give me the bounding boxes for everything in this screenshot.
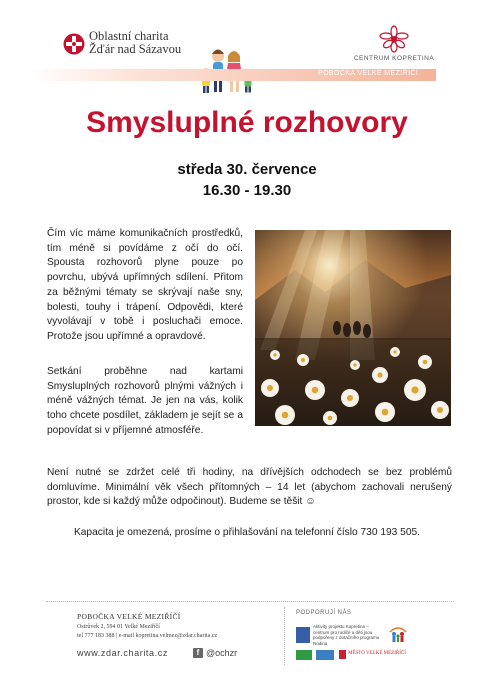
city-crest-icon	[339, 650, 346, 659]
vysocina-logo	[316, 650, 334, 660]
capacity-note: Kapacita je omezená, prosíme o přihlašování na telefonní číslo 730 193 505.	[73, 527, 421, 538]
facebook-icon: f	[193, 648, 203, 658]
footer-divider	[46, 601, 454, 602]
website-link[interactable]: www.zdar.charita.cz	[77, 648, 168, 658]
support-text: Aktivity projektu Kopretina – centrum pro rodiče a děti jsou podpořeny z dotačního programu Rodina	[313, 624, 380, 646]
facebook-link[interactable]: @ochzr	[206, 648, 238, 658]
footer-separator	[284, 607, 285, 665]
ministry-logo	[296, 627, 310, 643]
intro-paragraph: Čím víc máme komunikačních prostředků, tím méně si povídáme z očí do očí. Spousta rozhovorů plyne pouze po povrchu, ubývá upřímných sdílení. Přitom za běžnými tématy se skrývají naše sny, bolesti, touhy i trápení. Odpovědi, které vyvolávají v tobě i posluchači emoce. Protože jsou upřímné a opravdové.	[47, 228, 243, 342]
charita-cross-logo	[63, 33, 85, 55]
org-name-line1: Oblastní charita	[89, 29, 169, 43]
city-sponsor-name: MĚSTO VELKÉ MEZIŘÍČÍ	[348, 651, 406, 656]
event-date: středa 30. července	[177, 161, 317, 178]
footer-contact: tel 777 183 388 | e-mail kopretina.velmez@zdar.charita.cz	[77, 633, 218, 639]
centrum-name: CENTRUM KOPRETINA	[353, 55, 435, 62]
org-name-line2: Žďár nad Sázavou	[89, 42, 182, 56]
region-logo	[296, 650, 312, 660]
meeting-paragraph: Setkání proběhne nad kartami Smysluplných rozhovorů plnými vážných i méně vážných témat. Je jen na vás, kolik toho chcete posdílet, základem je sejít se a popovídat si v příjemné atmosféře.	[47, 366, 243, 436]
footer-address: Ostrůvek 2, 594 01 Velké Meziříčí	[77, 624, 160, 630]
attendance-paragraph: Není nutné se zdržet celé tři hodiny, na dřívějších odchodech se bez problémů domluvíme. Minimální věk všech přítomných – 14 let (abychom zachovali nerušený prostor, kde si každý může odpočinout). Budeme se těšit ☺	[47, 467, 452, 508]
support-label: PODPORUJÍ NÁS	[296, 610, 352, 616]
footer-branch: POBOČKA VELKÉ MEZIŘÍČÍ	[77, 612, 181, 621]
daisy-field-image	[255, 230, 451, 426]
family-program-logo	[387, 622, 409, 644]
event-title: Smysluplné rozhovory	[86, 106, 408, 139]
event-time: 16.30 - 19.30	[202, 182, 292, 199]
daisy-logo	[372, 24, 416, 54]
branch-label: POBOČKA VELKÉ MEZIŘÍČÍ	[318, 70, 419, 77]
